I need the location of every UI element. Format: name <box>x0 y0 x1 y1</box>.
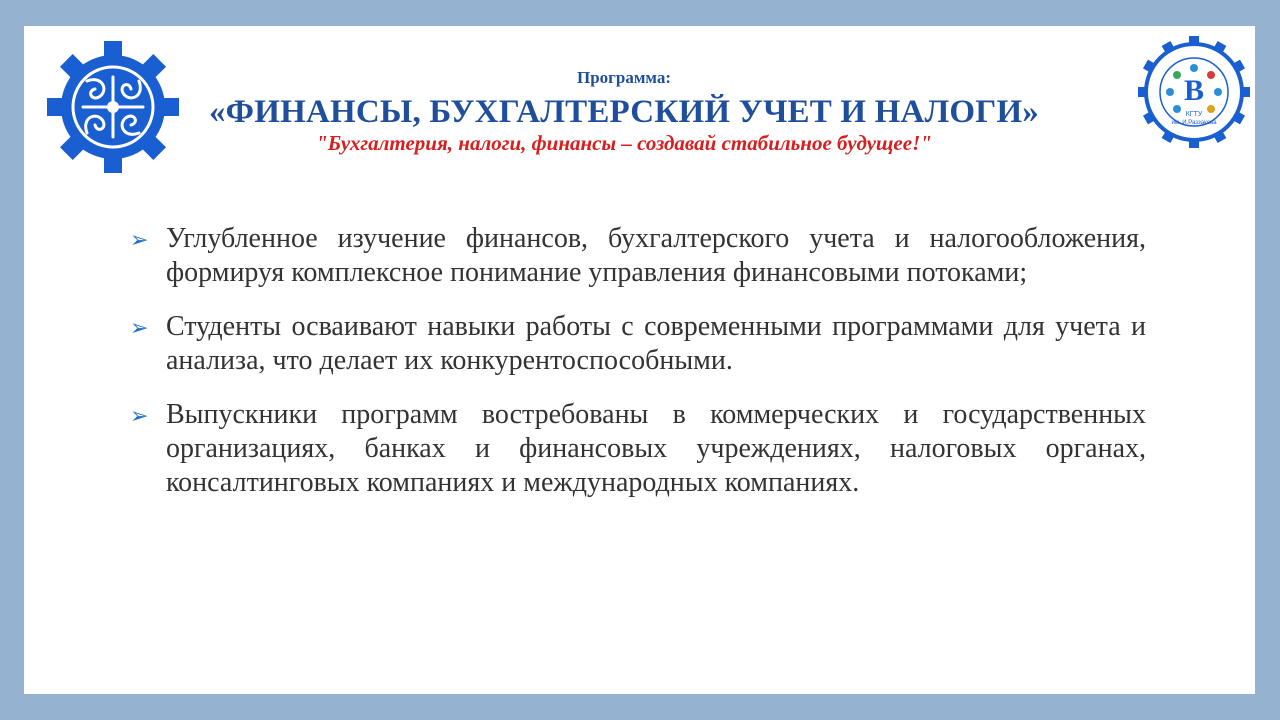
program-slogan: "Бухгалтерия, налоги, финансы – создавай стабильное будущее!" <box>316 131 932 155</box>
slide <box>24 26 1255 694</box>
arrow-bullet-icon: ➢ <box>130 316 149 341</box>
list-item <box>130 398 1146 500</box>
arrow-bullet-icon: ➢ <box>130 228 149 253</box>
list-item <box>130 222 1146 290</box>
list-item <box>130 310 1146 378</box>
svg-text:В: В <box>1183 74 1205 107</box>
bullet-text: Выпускники программ востребованы в коммерческих и государственных организациях, банках и финансовых учреждениях, налоговых органах, консалтинговых компаниях и международных компаниях. <box>166 399 1146 498</box>
svg-text:КГТУ: КГТУ <box>1185 111 1203 118</box>
bullet-text: Студенты осваивают навыки работы с современными программами для учета и анализа, что делает их конкурентоспособными. <box>166 311 1146 376</box>
university-seal-logo-icon <box>1136 34 1252 150</box>
arrow-bullet-icon: ➢ <box>130 404 149 429</box>
gear-ornament-logo-icon <box>42 36 184 178</box>
svg-text:им. И.Раззакова: им. И.Раззакова <box>1171 120 1217 126</box>
program-kicker: Программа: <box>576 68 672 87</box>
program-title: «ФИНАНСЫ, БУХГАЛТЕРСКИЙ УЧЕТ И НАЛОГИ» <box>208 94 1040 130</box>
bullet-list <box>130 222 1146 520</box>
slide-header <box>174 66 1074 156</box>
bullet-text: Углубленное изучение финансов, бухгалтерского учета и налогообложения, формируя комплексное понимание управления финансовыми потоками; <box>166 223 1146 288</box>
